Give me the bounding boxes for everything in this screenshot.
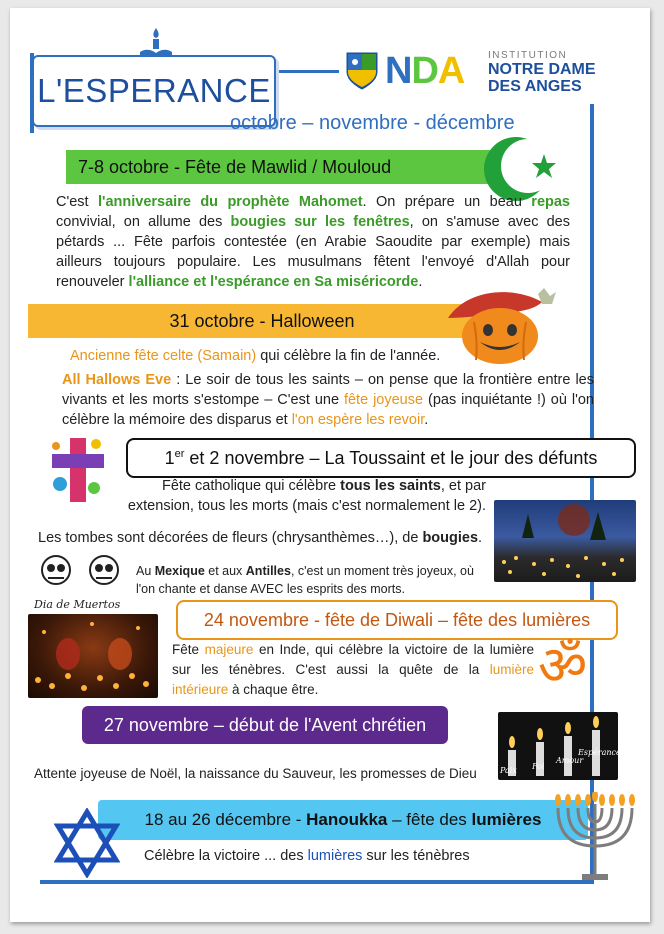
- cemetery-photo: [494, 500, 636, 582]
- candle-label-foi: Foi: [532, 762, 545, 771]
- halloween-paragraph: All Hallows Eve : Le soir de tous les saints – on pense que la frontière entre les vivants et les morts s'estompe – C'est une fête joyeuse (pas inquiétante !) où l'on célèbre la mémoire des disparus et l'on espère les revoir.: [62, 372, 595, 428]
- mawlid-heading: 7-8 octobre - Fête de Mawlid / Mouloud: [78, 156, 392, 177]
- institution-label: INSTITUTION: [488, 50, 568, 61]
- diwali-heading-bar: [176, 600, 618, 640]
- toussaint-heading-bar: [126, 438, 636, 478]
- hanoukka-heading: 18 au 26 décembre - Hanoukka – fête des lumières: [144, 810, 542, 829]
- toussaint-heading: 1er et 2 novembre – La Toussaint et le jour des défunts: [164, 447, 598, 468]
- mawlid-heading-bar: [66, 150, 496, 184]
- diwali-heading: 24 novembre - fête de Diwali – fête des lumières: [203, 609, 591, 630]
- period-subtitle: octobre – novembre - décembre: [230, 112, 515, 134]
- frame-line-top: [275, 70, 339, 73]
- advent-candles-photo: [498, 712, 621, 780]
- diwali-paragraph: Fête majeure en Inde, qui célèbre la victoire de la lumière sur les ténèbres. C'est aussi la quête de la lumière intérieure à chaque être.: [172, 642, 534, 697]
- hanoukka-paragraph: Célèbre la victoire ... des lumières sur les ténèbres: [144, 848, 470, 864]
- candle-label-amour: Amour: [556, 756, 584, 765]
- colorful-cross-icon: [48, 434, 108, 506]
- nda-logo: NDA: [385, 50, 465, 92]
- toussaint-paragraph-1: Fête catholique qui célèbre tous les saints, et par extension, tous les morts (mais c'est normalement le 2).: [127, 478, 486, 514]
- institution-logo: [488, 50, 596, 95]
- om-symbol-icon: ॐ: [538, 636, 588, 696]
- cemetery-candles-icon: [494, 500, 636, 582]
- toussaint-paragraph-2: Les tombes sont décorées de fleurs (chrysanthèmes…), de bougies.: [38, 530, 483, 546]
- title-text: L'ESPERANCE: [37, 72, 271, 109]
- toussaint-paragraph-3: Au Mexique et aux Antilles, c'est un moment très joyeux, où l'on chante et danse AVEC les esprits des morts.: [136, 564, 474, 596]
- halloween-line-1: Ancienne fête celte (Samain) qui célèbre la fin de l'année.: [70, 348, 441, 364]
- avent-heading: 27 novembre – début de l'Avent chrétien: [103, 714, 427, 735]
- halloween-heading: 31 octobre - Halloween: [169, 310, 355, 331]
- avent-heading-bar: [82, 706, 448, 744]
- dia-de-muertos-label: Dia de Muertos: [34, 598, 121, 611]
- institution-name-1: NOTRE DAME: [488, 61, 596, 78]
- diwali-lamps-icon: [28, 614, 158, 698]
- avent-paragraph: Attente joyeuse de Noël, la naissance du Sauveur, les promesses de Dieu: [34, 766, 477, 781]
- newsletter-page: [10, 8, 650, 922]
- halloween-heading-bar: [28, 304, 496, 338]
- diwali-photo: [28, 614, 158, 698]
- frame-line-bottom: [40, 880, 594, 884]
- candle-label-paix: Paix: [500, 766, 517, 775]
- mawlid-paragraph: C'est l'anniversaire du prophète Mahomet. On prépare un beau repas convivial, on allume des bougies sur les fenêtres, on s'amuse avec des pétards ... Fête parfois contestée (en Arabie Saoudite par exemple) mais ailleurs toujours populaire. Les musulmans fêtent l'envoyé d'Allah pour renouveler l'alliance et l'espérance en Sa miséricorde.: [56, 194, 570, 290]
- institution-name-2: DES ANGES: [488, 78, 582, 95]
- candle-label-esperance: Espérance: [578, 748, 621, 757]
- hanoukka-heading-bar: [98, 800, 588, 840]
- star-of-david-icon: [54, 808, 120, 878]
- menorah-icon: [550, 792, 640, 888]
- school-shield-logo: [346, 52, 378, 90]
